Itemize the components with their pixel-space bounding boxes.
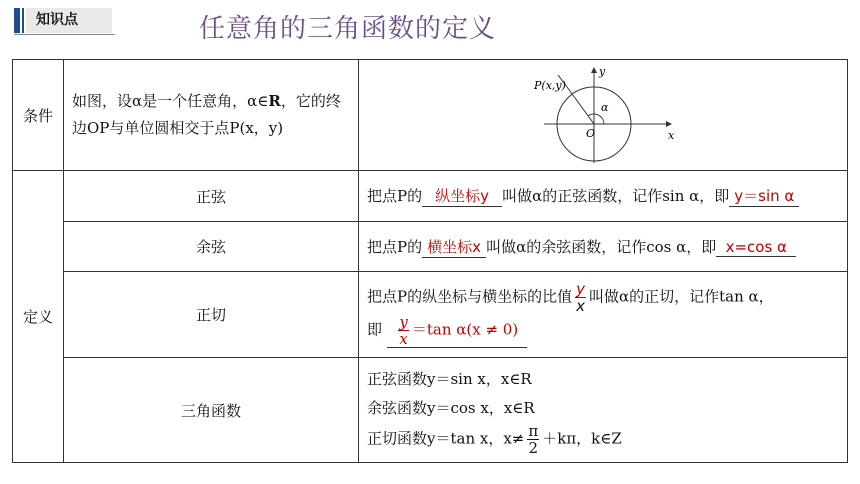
tangent-definition (359, 272, 848, 358)
unit-circle-diagram-cell (359, 60, 848, 171)
condition-text (64, 60, 359, 171)
trig-functions-name: 三角函数 (64, 358, 359, 463)
y-axis-label: y (599, 65, 606, 78)
x-axis-arrow (666, 121, 672, 127)
cosine-formula-blank: x=cos α (716, 238, 796, 257)
tangent-text-after: 叫做α的正切，记作tan α， (589, 287, 774, 306)
cosine-name: 余弦 (64, 222, 359, 272)
tangent-formula-fraction (398, 314, 408, 347)
cosine-function-line: 余弦函数y＝cos x，x∈R (367, 398, 535, 417)
badge-underline (14, 34, 115, 35)
pi-over-two-fraction (527, 423, 539, 456)
unit-circle-diagram (528, 65, 678, 165)
tangent-formula-denominator: x (399, 330, 408, 348)
definition-table (12, 59, 848, 463)
cosine-definition (359, 222, 848, 272)
sine-text-middle: 叫做α的正弦函数，记作sin α，即 (502, 187, 730, 205)
cosine-blank: 横坐标x (422, 236, 486, 258)
condition-text-after: ，它的终边OP与单位圆相交于点P(x，y) (72, 92, 341, 137)
knowledge-point-badge: 知识点 (26, 8, 112, 33)
trig-functions-list (359, 358, 848, 463)
tangent-formula-numerator: y (399, 313, 408, 331)
tangent-row (13, 272, 848, 358)
tangent-name: 正切 (64, 272, 359, 358)
sine-blank: 纵坐标y (422, 185, 502, 207)
trig-functions-row (13, 358, 848, 463)
cosine-text-before: 把点P的 (367, 237, 423, 256)
badge-accent-bar-thin (22, 8, 24, 33)
two-denominator: 2 (528, 438, 539, 457)
tangent-function-text-after: ＋kπ，k∈Z (542, 429, 622, 447)
tangent-line-2 (367, 314, 839, 348)
tangent-formula-rest: ＝tan α(x ≠ 0) (411, 320, 519, 339)
tangent-ratio-denominator: x (576, 297, 585, 315)
tangent-ratio-fraction (575, 281, 586, 314)
y-axis-arrow (591, 67, 597, 73)
sine-name: 正弦 (64, 171, 359, 222)
tangent-function-line (367, 423, 839, 456)
cosine-row (13, 222, 848, 272)
tangent-ratio-numerator: y (576, 280, 585, 298)
condition-row (13, 60, 848, 171)
condition-text-before: 如图，设α是一个任意角，α∈ (72, 92, 269, 110)
point-label: P(x,y) (534, 79, 566, 92)
angle-label: α (601, 101, 609, 114)
tangent-formula-blank (387, 314, 527, 348)
tangent-prefix: 即 (367, 320, 383, 339)
sine-function-line: 正弦函数y＝sin x，x∈R (367, 369, 532, 388)
cosine-text-middle: 叫做α的余弦函数，记作cos α，即 (486, 237, 717, 256)
tangent-function-text-before: 正切函数y＝tan x，x≠ (367, 429, 525, 447)
sine-text-before: 把点P的 (367, 187, 423, 205)
condition-label: 条件 (13, 60, 64, 171)
tangent-line-1 (367, 281, 839, 314)
definition-label: 定义 (13, 171, 64, 463)
badge-accent-bar (14, 8, 20, 33)
sine-row (13, 171, 848, 222)
terminal-side (570, 91, 594, 124)
sine-formula-blank: y＝sin α (729, 185, 799, 207)
x-axis-label: x (668, 129, 675, 142)
condition-text-r: R (268, 92, 281, 110)
tangent-text-before: 把点P的纵坐标与横坐标的比值 (367, 287, 573, 306)
pi-numerator: π (528, 421, 539, 440)
sine-definition (359, 171, 848, 222)
origin-label: O (586, 127, 596, 140)
page-title: 任意角的三角函数的定义 (199, 14, 497, 44)
